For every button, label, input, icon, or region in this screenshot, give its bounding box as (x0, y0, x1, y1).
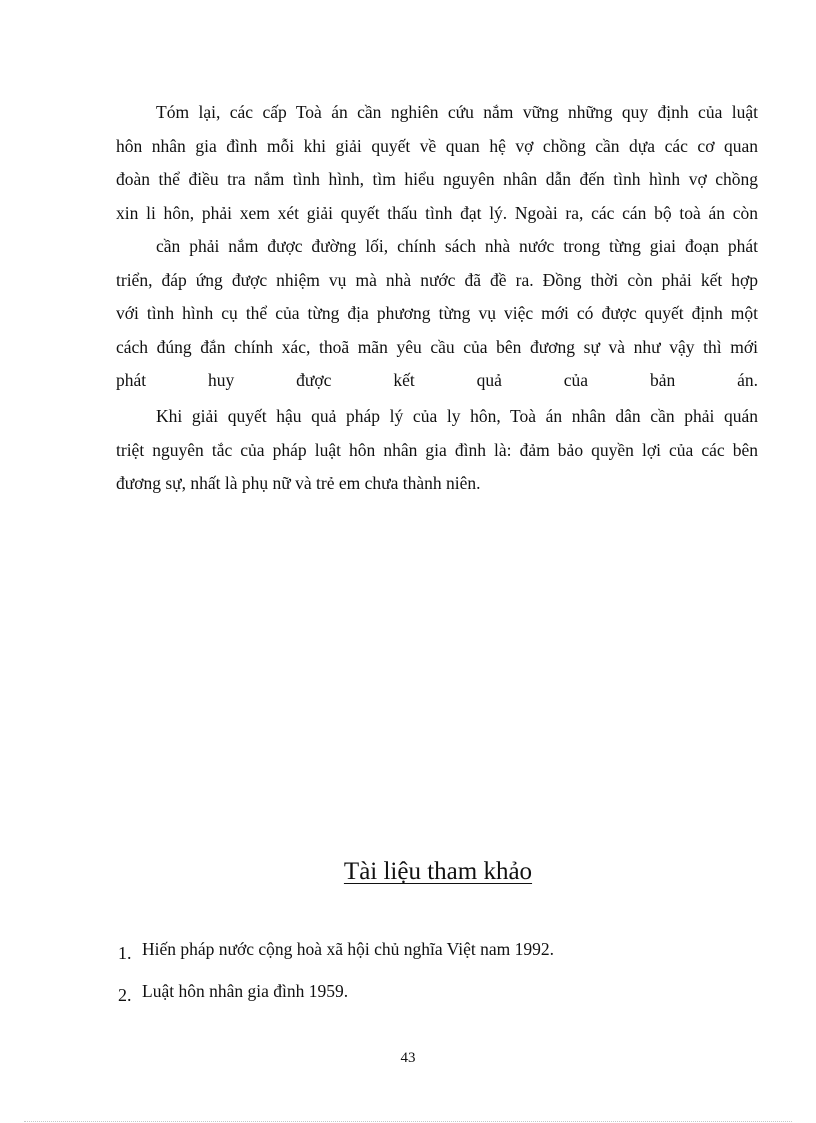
text-line: hôn nhân gia đình mỗi khi giải quyết về quan hệ vợ chồng cần dựa các cơ quan (116, 135, 758, 156)
text-line: với tình hình cụ thể của từng địa phương từng vụ việc mới có được quyết định một (116, 303, 758, 323)
reference-item (118, 974, 758, 1016)
references-list (118, 932, 758, 1016)
references-heading (0, 852, 816, 892)
text-line: phát huy được kết quả của bản án. (116, 370, 758, 390)
text-line: đương sự, nhất là phụ nữ và trẻ em chưa thành niên. (116, 473, 481, 493)
reference-text: Hiến pháp nước cộng hoà xã hội chủ nghĩa Việt nam 1992. (142, 939, 554, 959)
reference-number: 1. (118, 943, 132, 963)
reference-number: 2. (118, 985, 132, 1005)
paragraph-conclusion (116, 96, 758, 398)
paragraph-legal-consequences (116, 400, 758, 501)
text-line: Tóm lại, các cấp Toà án cần nghiên cứu nắm vững những quy định của luật (156, 102, 758, 122)
text-line: cách đúng đắn chính xác, thoã mãn yêu cầu của bên đương sự và như vậy thì mới (116, 336, 758, 357)
text-line: xin li hôn, phải xem xét giải quyết thấu tình đạt lý. Ngoài ra, các cán bộ toà án còn (116, 202, 758, 223)
text-line: cần phải nắm được đường lối, chính sách nhà nước trong từng giai đoạn phát (156, 236, 758, 256)
text-line: đoàn thể điều tra nắm tình hình, tìm hiểu nguyên nhân dẫn đến tình hình vợ chồng (116, 169, 758, 189)
reference-text: Luật hôn nhân gia đình 1959. (142, 981, 349, 1001)
reference-item (118, 932, 758, 974)
text-line: Khi giải quyết hậu quả pháp lý của ly hôn, Toà án nhân dân cần phải quán (156, 406, 758, 426)
text-line: triển, đáp ứng được nhiệm vụ mà nhà nước đã đề ra. Đồng thời còn phải kết hợp (116, 269, 758, 290)
page-number: 43 (400, 1050, 416, 1066)
page-bottom-divider (24, 1121, 792, 1122)
text-line: triệt nguyên tắc của pháp luật hôn nhân gia đình là: đảm bảo quyền lợi của các bên (116, 439, 758, 460)
references-title: Tài liệu tham khảo (343, 858, 533, 885)
